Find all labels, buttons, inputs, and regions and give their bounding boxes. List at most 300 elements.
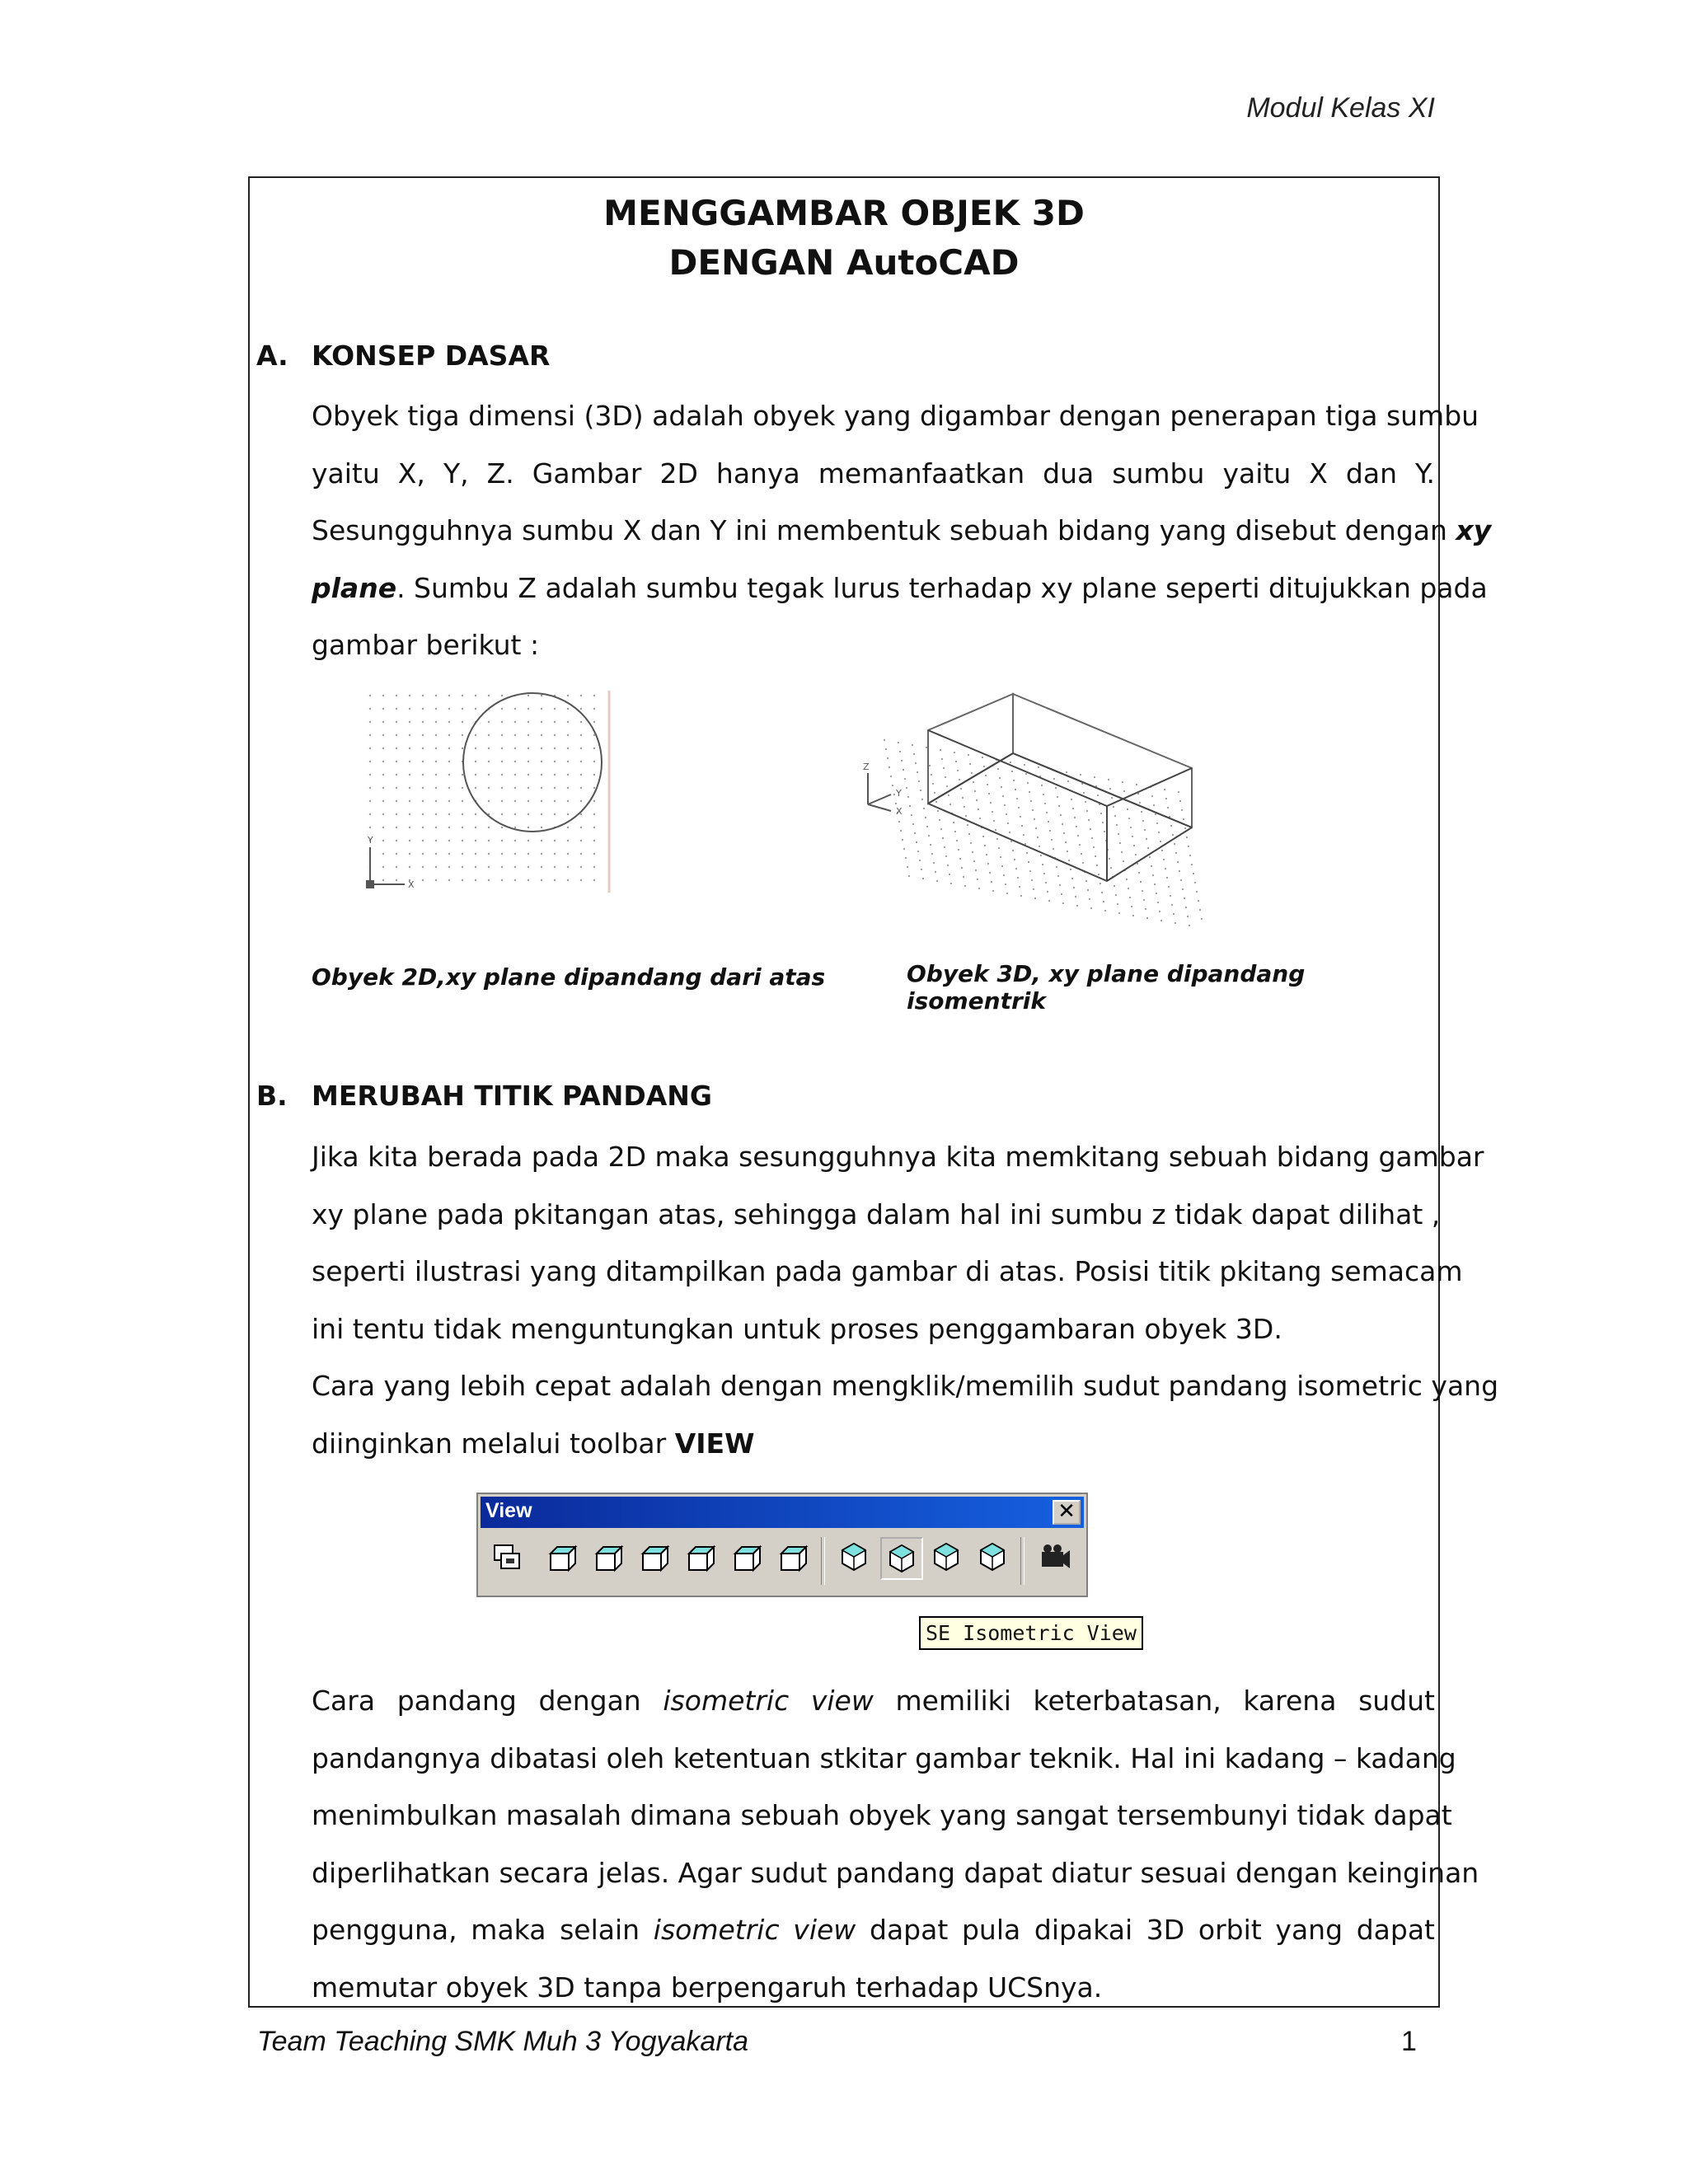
grid-dot xyxy=(396,813,397,815)
grid-dot xyxy=(1118,833,1119,835)
grid-dot xyxy=(940,828,942,830)
section-b-paragraph-1 xyxy=(312,1128,1499,1472)
grid-dot xyxy=(934,792,935,794)
grid-dot xyxy=(900,830,902,832)
grid-dot xyxy=(382,695,384,696)
grid-dot xyxy=(1009,832,1010,833)
grid-dot xyxy=(944,846,945,848)
grid-dot xyxy=(978,888,980,889)
ne-isometric-button[interactable] xyxy=(926,1537,969,1580)
grid-dot xyxy=(528,734,529,736)
grid-dot xyxy=(963,876,964,878)
grid-dot xyxy=(1020,816,1021,818)
grid-dot xyxy=(593,721,595,723)
grid-dot xyxy=(968,833,970,835)
se-isometric-button[interactable] xyxy=(880,1537,923,1580)
grid-dot xyxy=(1142,890,1143,892)
grid-dot xyxy=(514,813,516,815)
grid-dot xyxy=(448,721,450,723)
grid-dot xyxy=(1174,843,1175,845)
grid-dot xyxy=(462,787,463,789)
grid-dot xyxy=(435,774,437,776)
front-view-button[interactable] xyxy=(727,1537,770,1580)
grid-dot xyxy=(382,761,384,762)
grid-dot xyxy=(541,734,542,736)
grid-dot xyxy=(1028,861,1029,863)
grid-dot xyxy=(580,787,582,789)
grid-dot xyxy=(382,800,384,802)
grid-dot xyxy=(501,721,503,723)
grid-dot xyxy=(448,853,450,855)
grid-dot xyxy=(541,853,542,855)
grid-dot xyxy=(987,784,988,785)
grid-dot xyxy=(567,748,569,749)
grid-dot xyxy=(1184,898,1185,899)
grid-dot xyxy=(541,827,542,828)
grid-dot xyxy=(1168,886,1170,888)
grid-dot xyxy=(964,806,965,808)
grid-dot xyxy=(462,879,463,881)
grid-dot xyxy=(435,866,437,868)
grid-dot xyxy=(514,866,516,868)
grid-dot xyxy=(1001,786,1002,788)
grid-dot xyxy=(422,879,424,881)
grid-dot xyxy=(475,840,476,841)
grid-dot xyxy=(488,840,490,841)
grid-dot xyxy=(409,695,410,696)
grid-dot xyxy=(977,879,978,880)
grid-dot xyxy=(986,854,987,855)
grid-dot xyxy=(978,808,979,810)
grid-dot xyxy=(1184,827,1186,829)
grid-dot xyxy=(541,695,542,696)
isometric-cube-icon xyxy=(926,1537,966,1577)
grid-dot xyxy=(936,880,938,882)
grid-dot xyxy=(528,800,529,802)
grid-dot xyxy=(409,787,410,789)
grid-dot xyxy=(929,765,931,766)
grid-dot xyxy=(396,800,397,802)
grid-dot xyxy=(1186,837,1188,838)
grid-dot xyxy=(1062,902,1064,904)
grid-dot xyxy=(488,853,490,855)
grid-dot xyxy=(501,708,503,710)
grid-dot xyxy=(999,777,1001,779)
grid-dot xyxy=(382,748,384,749)
grid-dot xyxy=(1077,835,1079,837)
grid-dot xyxy=(462,827,463,828)
grid-dot xyxy=(541,761,542,762)
grid-dot xyxy=(501,748,503,749)
grid-dot xyxy=(593,761,595,762)
grid-dot xyxy=(435,800,437,802)
grid-dot xyxy=(1129,897,1131,898)
grid-dot xyxy=(475,866,476,868)
camera-button[interactable] xyxy=(1034,1537,1076,1580)
grid-dot xyxy=(1088,819,1090,821)
grid-dot xyxy=(488,879,490,881)
view-cube-icon xyxy=(542,1537,582,1577)
grid-dot xyxy=(554,840,556,841)
grid-dot xyxy=(1046,812,1048,813)
grid-dot xyxy=(382,866,384,868)
grid-dot xyxy=(593,787,595,789)
grid-dot xyxy=(1096,865,1098,866)
grid-dot xyxy=(1058,805,1060,807)
grid-dot xyxy=(554,800,556,802)
grid-dot xyxy=(984,845,986,846)
view-cube-icon xyxy=(773,1537,813,1577)
grid-dot xyxy=(998,847,1000,849)
grid-dot xyxy=(995,829,996,831)
grid-dot xyxy=(1118,912,1120,914)
grid-dot xyxy=(580,761,582,762)
grid-dot xyxy=(396,840,397,841)
grid-dot xyxy=(1164,789,1165,790)
grid-dot xyxy=(1189,925,1190,926)
grid-dot xyxy=(475,748,476,749)
svg-text:Y: Y xyxy=(896,788,902,799)
grid-dot xyxy=(488,774,490,776)
grid-dot xyxy=(976,799,978,801)
grid-dot xyxy=(1122,781,1123,783)
grid-dot xyxy=(982,757,983,758)
grid-dot xyxy=(1117,903,1118,905)
grid-dot xyxy=(947,865,949,866)
grid-dot xyxy=(965,815,967,817)
grid-dot xyxy=(1135,854,1137,855)
grid-dot xyxy=(1172,834,1174,836)
grid-dot xyxy=(1151,795,1153,797)
grid-dot xyxy=(422,866,424,868)
grid-dot xyxy=(1074,817,1076,818)
grid-dot xyxy=(462,840,463,841)
para-line: xy plane pada pkitangan atas, sehingga dalam hal ini sumbu z tidak dapat dilihat , xyxy=(312,1197,1441,1230)
grid-dot xyxy=(895,803,897,804)
grid-dot xyxy=(448,787,450,789)
grid-dot xyxy=(554,787,556,789)
grid-dot xyxy=(1116,824,1118,826)
grid-dot xyxy=(914,832,916,834)
grid-dot xyxy=(409,827,410,828)
para-line: menimbulkan masalah dimana sebuah obyek yang sangat tersembunyi tidak dapat xyxy=(312,1799,1452,1831)
grid-dot xyxy=(382,787,384,789)
grid-dot xyxy=(972,851,973,853)
grid-dot xyxy=(1083,792,1085,794)
grid-dot xyxy=(448,695,450,696)
grid-dot xyxy=(950,883,952,884)
grid-dot xyxy=(1053,848,1054,850)
grid-dot xyxy=(1191,864,1193,865)
grid-dot xyxy=(979,818,981,819)
grid-dot xyxy=(1132,836,1133,837)
grid-dot xyxy=(1002,795,1004,797)
grid-dot xyxy=(396,748,397,749)
para-line: Obyek tiga dimensi (3D) adalah obyek yang digambar dengan penerapan tiga sumbu xyxy=(312,400,1479,432)
grid-dot xyxy=(501,813,503,815)
grid-dot xyxy=(593,708,595,710)
figure-2d-view xyxy=(363,691,619,897)
grid-dot xyxy=(1033,888,1034,890)
grid-dot xyxy=(1063,832,1065,834)
grid-dot xyxy=(422,853,424,855)
grid-dot xyxy=(514,774,516,776)
grid-dot xyxy=(1044,803,1046,804)
grid-dot xyxy=(973,781,974,783)
grid-dot xyxy=(1147,847,1149,849)
grid-dot xyxy=(448,708,450,710)
grid-dot xyxy=(567,879,569,881)
grid-dot xyxy=(911,814,912,816)
grid-dot xyxy=(1067,851,1068,852)
grid-dot xyxy=(541,866,542,868)
grid-dot xyxy=(396,879,397,881)
toolbar-title: View xyxy=(485,1499,532,1522)
grid-dot xyxy=(528,695,529,696)
grid-dot xyxy=(923,808,925,809)
grid-dot xyxy=(1015,789,1016,790)
grid-dot xyxy=(982,836,984,837)
grid-dot xyxy=(593,827,595,828)
grid-dot xyxy=(554,734,556,736)
grid-dot xyxy=(1048,821,1049,823)
grid-dot xyxy=(409,734,410,736)
named-views-button[interactable] xyxy=(486,1537,529,1580)
grid-dot xyxy=(567,866,569,868)
grid-dot xyxy=(369,708,371,710)
grid-dot xyxy=(960,788,962,790)
section-a-paragraph xyxy=(312,387,1492,674)
grid-dot xyxy=(554,748,556,749)
grid-dot xyxy=(904,778,906,780)
para-line: pandangnya dibatasi oleh ketentuan stkitar gambar teknik. Hal ini kadang – kadang xyxy=(312,1741,1456,1774)
grid-dot xyxy=(488,800,490,802)
grid-dot xyxy=(475,708,476,710)
grid-dot xyxy=(396,787,397,789)
grid-dot xyxy=(990,802,992,804)
grid-dot xyxy=(987,863,989,865)
grid-dot xyxy=(1011,771,1013,772)
grid-dot xyxy=(1201,918,1203,920)
grid-dot xyxy=(593,748,595,749)
grid-dot xyxy=(382,708,384,710)
grid-dot xyxy=(462,708,463,710)
grid-dot xyxy=(1104,831,1105,832)
iso-dot-grid xyxy=(884,739,1203,926)
grid-dot xyxy=(970,842,972,844)
grid-dot xyxy=(501,853,503,855)
grid-dot xyxy=(892,785,893,786)
grid-dot xyxy=(1085,880,1087,882)
grid-dot xyxy=(567,827,569,828)
grid-dot xyxy=(448,879,450,881)
grid-dot xyxy=(1128,888,1129,889)
grid-dot xyxy=(422,734,424,736)
grid-dot xyxy=(1001,865,1003,867)
left-view-button[interactable] xyxy=(635,1537,678,1580)
grid-dot xyxy=(957,770,959,771)
grid-dot xyxy=(920,790,921,791)
grid-dot xyxy=(541,774,542,776)
grid-dot xyxy=(1165,798,1167,799)
grid-dot xyxy=(1021,825,1023,827)
para-line: yaitu X, Y, Z. Gambar 2D hanya memanfaatkan dua sumbu yaitu X dan Y. xyxy=(312,457,1435,490)
grid-dot xyxy=(514,879,516,881)
grid-dot xyxy=(1144,829,1146,831)
grid-dot xyxy=(1194,882,1196,883)
grid-dot xyxy=(1133,845,1135,846)
grid-dot xyxy=(580,813,582,815)
grid-dot xyxy=(382,827,384,828)
grid-dot xyxy=(488,827,490,828)
grid-dot xyxy=(967,824,968,826)
grid-dot xyxy=(514,840,516,841)
dot-grid xyxy=(369,695,595,881)
grid-dot xyxy=(884,739,885,741)
grid-dot xyxy=(396,734,397,736)
back-view-button[interactable] xyxy=(773,1537,816,1580)
section-b-letter: B. xyxy=(256,1080,288,1112)
svg-text:X: X xyxy=(408,879,415,890)
grid-dot xyxy=(1098,874,1100,875)
grid-dot xyxy=(932,783,934,785)
grid-dot xyxy=(1136,784,1137,785)
sw-isometric-button[interactable] xyxy=(834,1537,877,1580)
grid-dot xyxy=(567,708,569,710)
grid-dot xyxy=(475,734,476,736)
grid-dot xyxy=(1038,766,1039,768)
grid-dot xyxy=(1090,907,1092,909)
grid-dot xyxy=(475,827,476,828)
para-line: plane. Sumbu Z adalah sumbu tegak lurus terhadap xy plane seperti ditujukkan pada xyxy=(312,571,1488,604)
grid-dot xyxy=(580,774,582,776)
isometric-cube-icon xyxy=(973,1537,1012,1577)
grid-dot xyxy=(422,721,424,723)
grid-dot xyxy=(1006,813,1007,815)
grid-dot xyxy=(1089,898,1090,900)
grid-dot xyxy=(1027,782,1029,784)
grid-dot xyxy=(1178,791,1179,793)
grid-dot xyxy=(983,766,985,767)
grid-dot xyxy=(1086,810,1088,812)
grid-dot xyxy=(1013,780,1015,781)
grid-dot xyxy=(1138,872,1140,874)
grid-dot xyxy=(475,787,476,789)
grid-dot xyxy=(501,827,503,828)
grid-dot xyxy=(962,797,964,799)
grid-dot xyxy=(528,787,529,789)
grid-dot xyxy=(528,866,529,868)
grid-dot xyxy=(933,862,935,864)
grid-dot xyxy=(409,853,410,855)
grid-dot xyxy=(369,827,371,828)
grid-dot xyxy=(593,813,595,815)
grid-dot xyxy=(580,840,582,841)
top-view-button[interactable] xyxy=(542,1537,585,1580)
grid-dot xyxy=(541,879,542,881)
grid-dot xyxy=(946,785,948,787)
grid-dot xyxy=(1007,823,1009,824)
grid-dot xyxy=(528,879,529,881)
figure-2d-caption: Obyek 2D,xy plane dipandang dari atas xyxy=(312,963,826,991)
grid-dot xyxy=(514,827,516,828)
grid-dot xyxy=(409,840,410,841)
grid-dot xyxy=(501,734,503,736)
footer-team: Team Teaching SMK Muh 3 Yogyakarta xyxy=(257,2026,748,2057)
grid-dot xyxy=(554,866,556,868)
close-button[interactable]: ✕ xyxy=(1053,1500,1081,1525)
grid-dot xyxy=(1034,898,1036,899)
grid-dot xyxy=(435,734,437,736)
grid-dot xyxy=(554,761,556,762)
bottom-view-button[interactable] xyxy=(588,1537,631,1580)
toolbar-titlebar[interactable] xyxy=(481,1497,1084,1528)
grid-dot xyxy=(541,787,542,789)
grid-dot xyxy=(382,734,384,736)
grid-dot xyxy=(1065,841,1067,843)
grid-dot xyxy=(541,840,542,841)
grid-dot xyxy=(945,855,947,857)
grid-dot xyxy=(931,853,933,855)
grid-dot xyxy=(409,866,410,868)
grid-dot xyxy=(422,800,424,802)
grid-dot xyxy=(435,761,437,762)
grid-dot xyxy=(1010,841,1012,842)
grid-dot xyxy=(902,839,903,841)
grid-dot xyxy=(541,800,542,802)
grid-dot xyxy=(1010,762,1011,763)
nw-isometric-button[interactable] xyxy=(973,1537,1015,1580)
grid-dot xyxy=(369,787,371,789)
grid-dot xyxy=(448,748,450,749)
grid-dot xyxy=(1076,826,1077,827)
right-view-button[interactable] xyxy=(681,1537,724,1580)
grid-dot xyxy=(1019,886,1020,888)
grid-dot xyxy=(475,879,476,881)
grid-dot xyxy=(528,813,529,815)
grid-dot xyxy=(528,761,529,762)
grid-dot xyxy=(1087,889,1089,891)
grid-dot xyxy=(567,853,569,855)
grid-dot xyxy=(593,879,595,881)
grid-dot xyxy=(937,810,939,812)
para-line: seperti ilustrasi yang ditampilkan pada gambar di atas. Posisi titik pkitang semacam xyxy=(312,1255,1463,1287)
para-line: Cara yang lebih cepat adalah dengan mengklik/memilih sudut pandang isometric yang xyxy=(312,1370,1499,1402)
grid-dot xyxy=(580,800,582,802)
grid-dot xyxy=(448,800,450,802)
grid-dot xyxy=(580,721,582,723)
grid-dot xyxy=(913,753,915,755)
grid-dot xyxy=(1146,917,1148,919)
grid-dot xyxy=(1165,868,1166,869)
grid-dot xyxy=(1126,879,1128,880)
grid-dot xyxy=(935,801,937,803)
grid-dot xyxy=(898,742,899,743)
grid-dot xyxy=(435,708,437,710)
grid-dot xyxy=(554,708,556,710)
para-line: Sesungguhnya sumbu X dan Y ini membentuk sebuah bidang yang disebut dengan xy xyxy=(312,514,1492,546)
grid-dot xyxy=(949,874,950,875)
grid-dot xyxy=(462,734,463,736)
grid-dot xyxy=(554,813,556,815)
grid-dot xyxy=(382,840,384,841)
grid-dot xyxy=(973,860,975,862)
grid-dot xyxy=(1181,809,1183,811)
ucs-icon-3d xyxy=(868,773,891,811)
grid-dot xyxy=(567,813,569,815)
grid-dot xyxy=(567,774,569,776)
grid-dot xyxy=(567,721,569,723)
